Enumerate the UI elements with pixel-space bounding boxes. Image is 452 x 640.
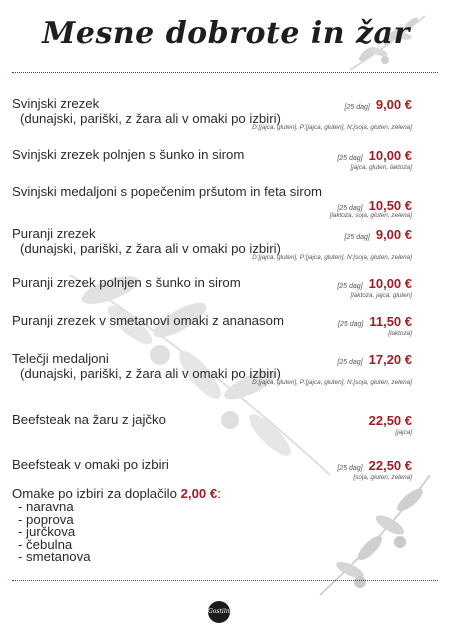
item-weight: [25 dag]: [337, 359, 363, 366]
menu-item: [12, 184, 412, 219]
item-price: 22,50 €: [368, 413, 412, 428]
menu-item: [12, 226, 412, 261]
sauce-options-colon: :: [217, 486, 221, 501]
item-name: Telečji medaljoni: [12, 351, 109, 366]
item-price: 10,00 €: [368, 148, 412, 163]
item-allergens: [laktoza, soja, gluten, zelena]: [329, 212, 412, 219]
menu-item: [12, 351, 412, 386]
item-description: (dunajski, pariški, z žara ali v omaki po izbiri): [20, 366, 281, 381]
item-price-block: [337, 351, 412, 369]
menu-item: [12, 313, 412, 337]
item-price: 9,00 €: [375, 97, 412, 112]
item-allergens: [jajca]: [395, 429, 412, 436]
page-title: Mesne dobrote in žar: [42, 16, 410, 51]
item-allergens: D:[jajca, gluten], P:[jajca, gluten], N:[soja, gluten, zelena]: [252, 379, 412, 386]
sauce-options-price: 2,00 €: [180, 486, 218, 501]
item-price: 11,50 €: [369, 314, 412, 329]
item-description: (dunajski, pariški, z žara ali v omaki po izbiri): [20, 241, 281, 256]
item-allergens: [jajca, gluten, laktoza]: [350, 164, 412, 171]
item-price: 10,00 €: [368, 276, 412, 291]
menu-item: [12, 412, 412, 436]
menu-item: [12, 457, 412, 481]
item-allergens: [laktoza]: [388, 330, 412, 337]
item-weight: [25 dag]: [337, 283, 363, 290]
item-name: Beefsteak na žaru z jajčko: [12, 412, 166, 427]
item-name: Beefsteak v omaki po izbiri: [12, 457, 169, 472]
sauce-options-label: Omake po izbiri za doplačilo: [12, 486, 177, 501]
list-item: - naravna: [18, 499, 74, 514]
list-item: - jurčkova: [18, 524, 76, 539]
item-name: Puranji zrezek: [12, 226, 96, 241]
item-weight: [25 dag]: [344, 104, 370, 111]
item-name: Svinjski medaljoni s popečenim pršutom in feta sirom: [12, 184, 323, 199]
item-allergens: D:[jajca, gluten], P:[jajca, gluten], N:[soja, gluten, zelena]: [252, 124, 412, 131]
menu-item: [12, 147, 412, 171]
menu-item: [12, 96, 412, 131]
menu-item: [12, 275, 412, 299]
list-item: - smetanova: [18, 549, 91, 564]
item-price: 22,50 €: [368, 458, 412, 473]
item-name: Puranji zrezek polnjen s šunko in sirom: [12, 275, 241, 290]
list-item: - poprova: [18, 511, 74, 527]
item-name: Svinjski zrezek: [12, 96, 100, 111]
item-price-block: [337, 275, 412, 293]
top-divider: [12, 72, 438, 73]
item-price-block: [337, 457, 412, 475]
item-weight: [25 dag]: [338, 321, 364, 328]
item-price: 9,00 €: [375, 227, 412, 242]
item-allergens: D:[jajca, gluten], P:[jajca, gluten], N:[soja, gluten, zelena]: [252, 254, 412, 261]
item-price-block: [345, 226, 412, 244]
item-price: 10,50 €: [368, 198, 412, 213]
item-description: (dunajski, pariški, z žara ali v omaki po izbiri): [20, 111, 281, 126]
item-price-block: [363, 412, 412, 430]
item-allergens: [laktoza, jajca, gluten]: [350, 292, 412, 299]
item-weight: [25 dag]: [337, 205, 363, 212]
item-price-block: [337, 147, 412, 165]
list-item: - čebulna: [18, 536, 73, 552]
sauce-options: [12, 486, 312, 564]
item-price-block: [338, 313, 412, 331]
item-name: Svinjski zrezek polnjen s šunko in sirom: [12, 147, 245, 162]
restaurant-logo: Gostilna: [208, 601, 230, 623]
item-name: Puranji zrezek v smetanovi omaki z ananasom: [12, 313, 284, 328]
item-allergens: [soja, gluten, zelena]: [353, 474, 412, 481]
bottom-divider: [12, 580, 438, 581]
item-price-block: [345, 96, 412, 114]
item-price: 17,20 €: [368, 352, 412, 367]
item-weight: [25 dag]: [337, 155, 363, 162]
item-weight: [25 dag]: [344, 234, 370, 241]
sauce-list: [12, 501, 312, 564]
item-weight: [25 dag]: [337, 465, 363, 472]
